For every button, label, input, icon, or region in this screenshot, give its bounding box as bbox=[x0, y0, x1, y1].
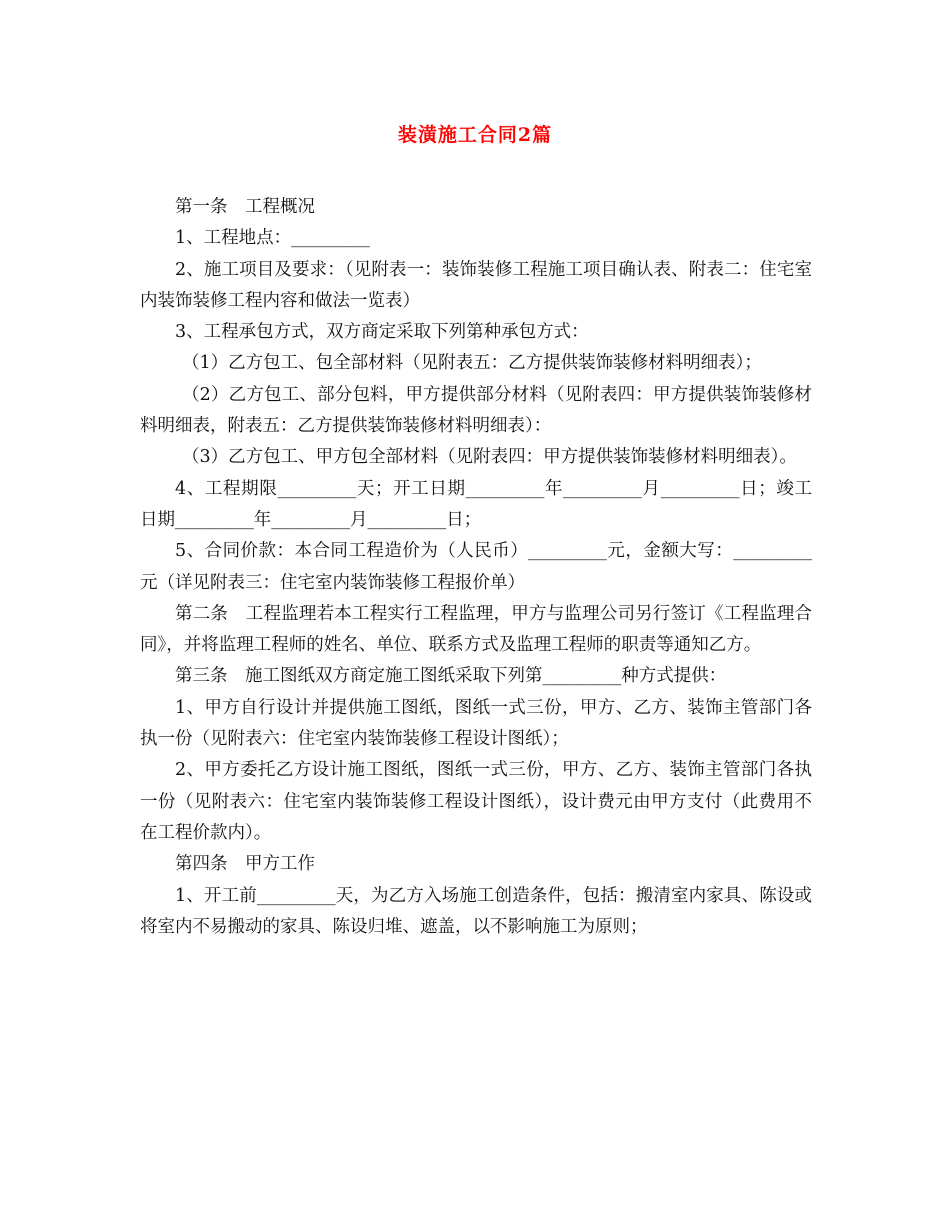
clause-3-option-2: 2、甲方委托乙方设计施工图纸，图纸一式三份，甲方、乙方、装饰主管部门各执一份（见附表六：住宅室内装饰装修工程设计图纸），设计费元由甲方支付（此费用不在工程价款内）。 bbox=[140, 760, 812, 843]
contract-mode-option-3: （3）乙方包工、甲方包全部材料（见附表四：甲方提供装饰装修材料明细表）。 bbox=[182, 447, 797, 468]
clause-4-heading: 第四条 甲方工作 bbox=[175, 854, 315, 875]
clause-1-item-period: 4、工程期限_________天；开工日期_________年_________月_________日；竣工日期_________年_________月_________日； bbox=[140, 478, 812, 530]
document-title: 装潢施工合同2篇 bbox=[397, 124, 553, 146]
clause-2-supervision: 第二条 工程监理若本工程实行工程监理，甲方与监理公司另行签订《工程监理合同》，并将监理工程师的姓名、单位、联系方式及监理工程师的职责等通知乙方。 bbox=[140, 603, 812, 656]
clause-4-item-1: 1、开工前_________天，为乙方入场施工创造条件，包括：搬清室内家具、陈设或将室内不易搬动的家具、陈设归堆、遮盖，以不影响施工为原则； bbox=[140, 885, 812, 937]
contract-mode-option-2: （2）乙方包工、部分包料，甲方提供部分材料（见附表四：甲方提供装饰装修材料明细表，附表五：乙方提供装饰装修材料明细表）： bbox=[140, 384, 812, 437]
clause-3-option-1: 1、甲方自行设计并提供施工图纸，图纸一式三份，甲方、乙方、装饰主管部门各执一份（见附表六：住宅室内装饰装修工程设计图纸）； bbox=[140, 697, 812, 750]
clause-1-item-location: 1、工程地点：_________ bbox=[175, 228, 370, 249]
clause-1-item-project: 2、施工项目及要求：（见附表一：装饰装修工程施工项目确认表、附表二：住宅室内装饰装修工程内容和做法一览表） bbox=[140, 259, 812, 311]
clause-1-item-price: 5、合同价款：本合同工程造价为（人民币）_________元，金额大写：_________元（详见附表三：住宅室内装饰装修工程报价单） bbox=[140, 541, 812, 593]
clause-1-item-contract-mode: 3、工程承包方式，双方商定采取下列第种承包方式： bbox=[175, 322, 589, 343]
clause-3-drawings: 第三条 施工图纸双方商定施工图纸采取下列第_________种方式提供： bbox=[175, 666, 727, 687]
clause-1-heading: 第一条 工程概况 bbox=[175, 197, 315, 217]
contract-body bbox=[140, 192, 812, 943]
contract-mode-option-1: （1）乙方包工、包全部材料（见附表五：乙方提供装饰装修材料明细表）； bbox=[182, 353, 762, 374]
